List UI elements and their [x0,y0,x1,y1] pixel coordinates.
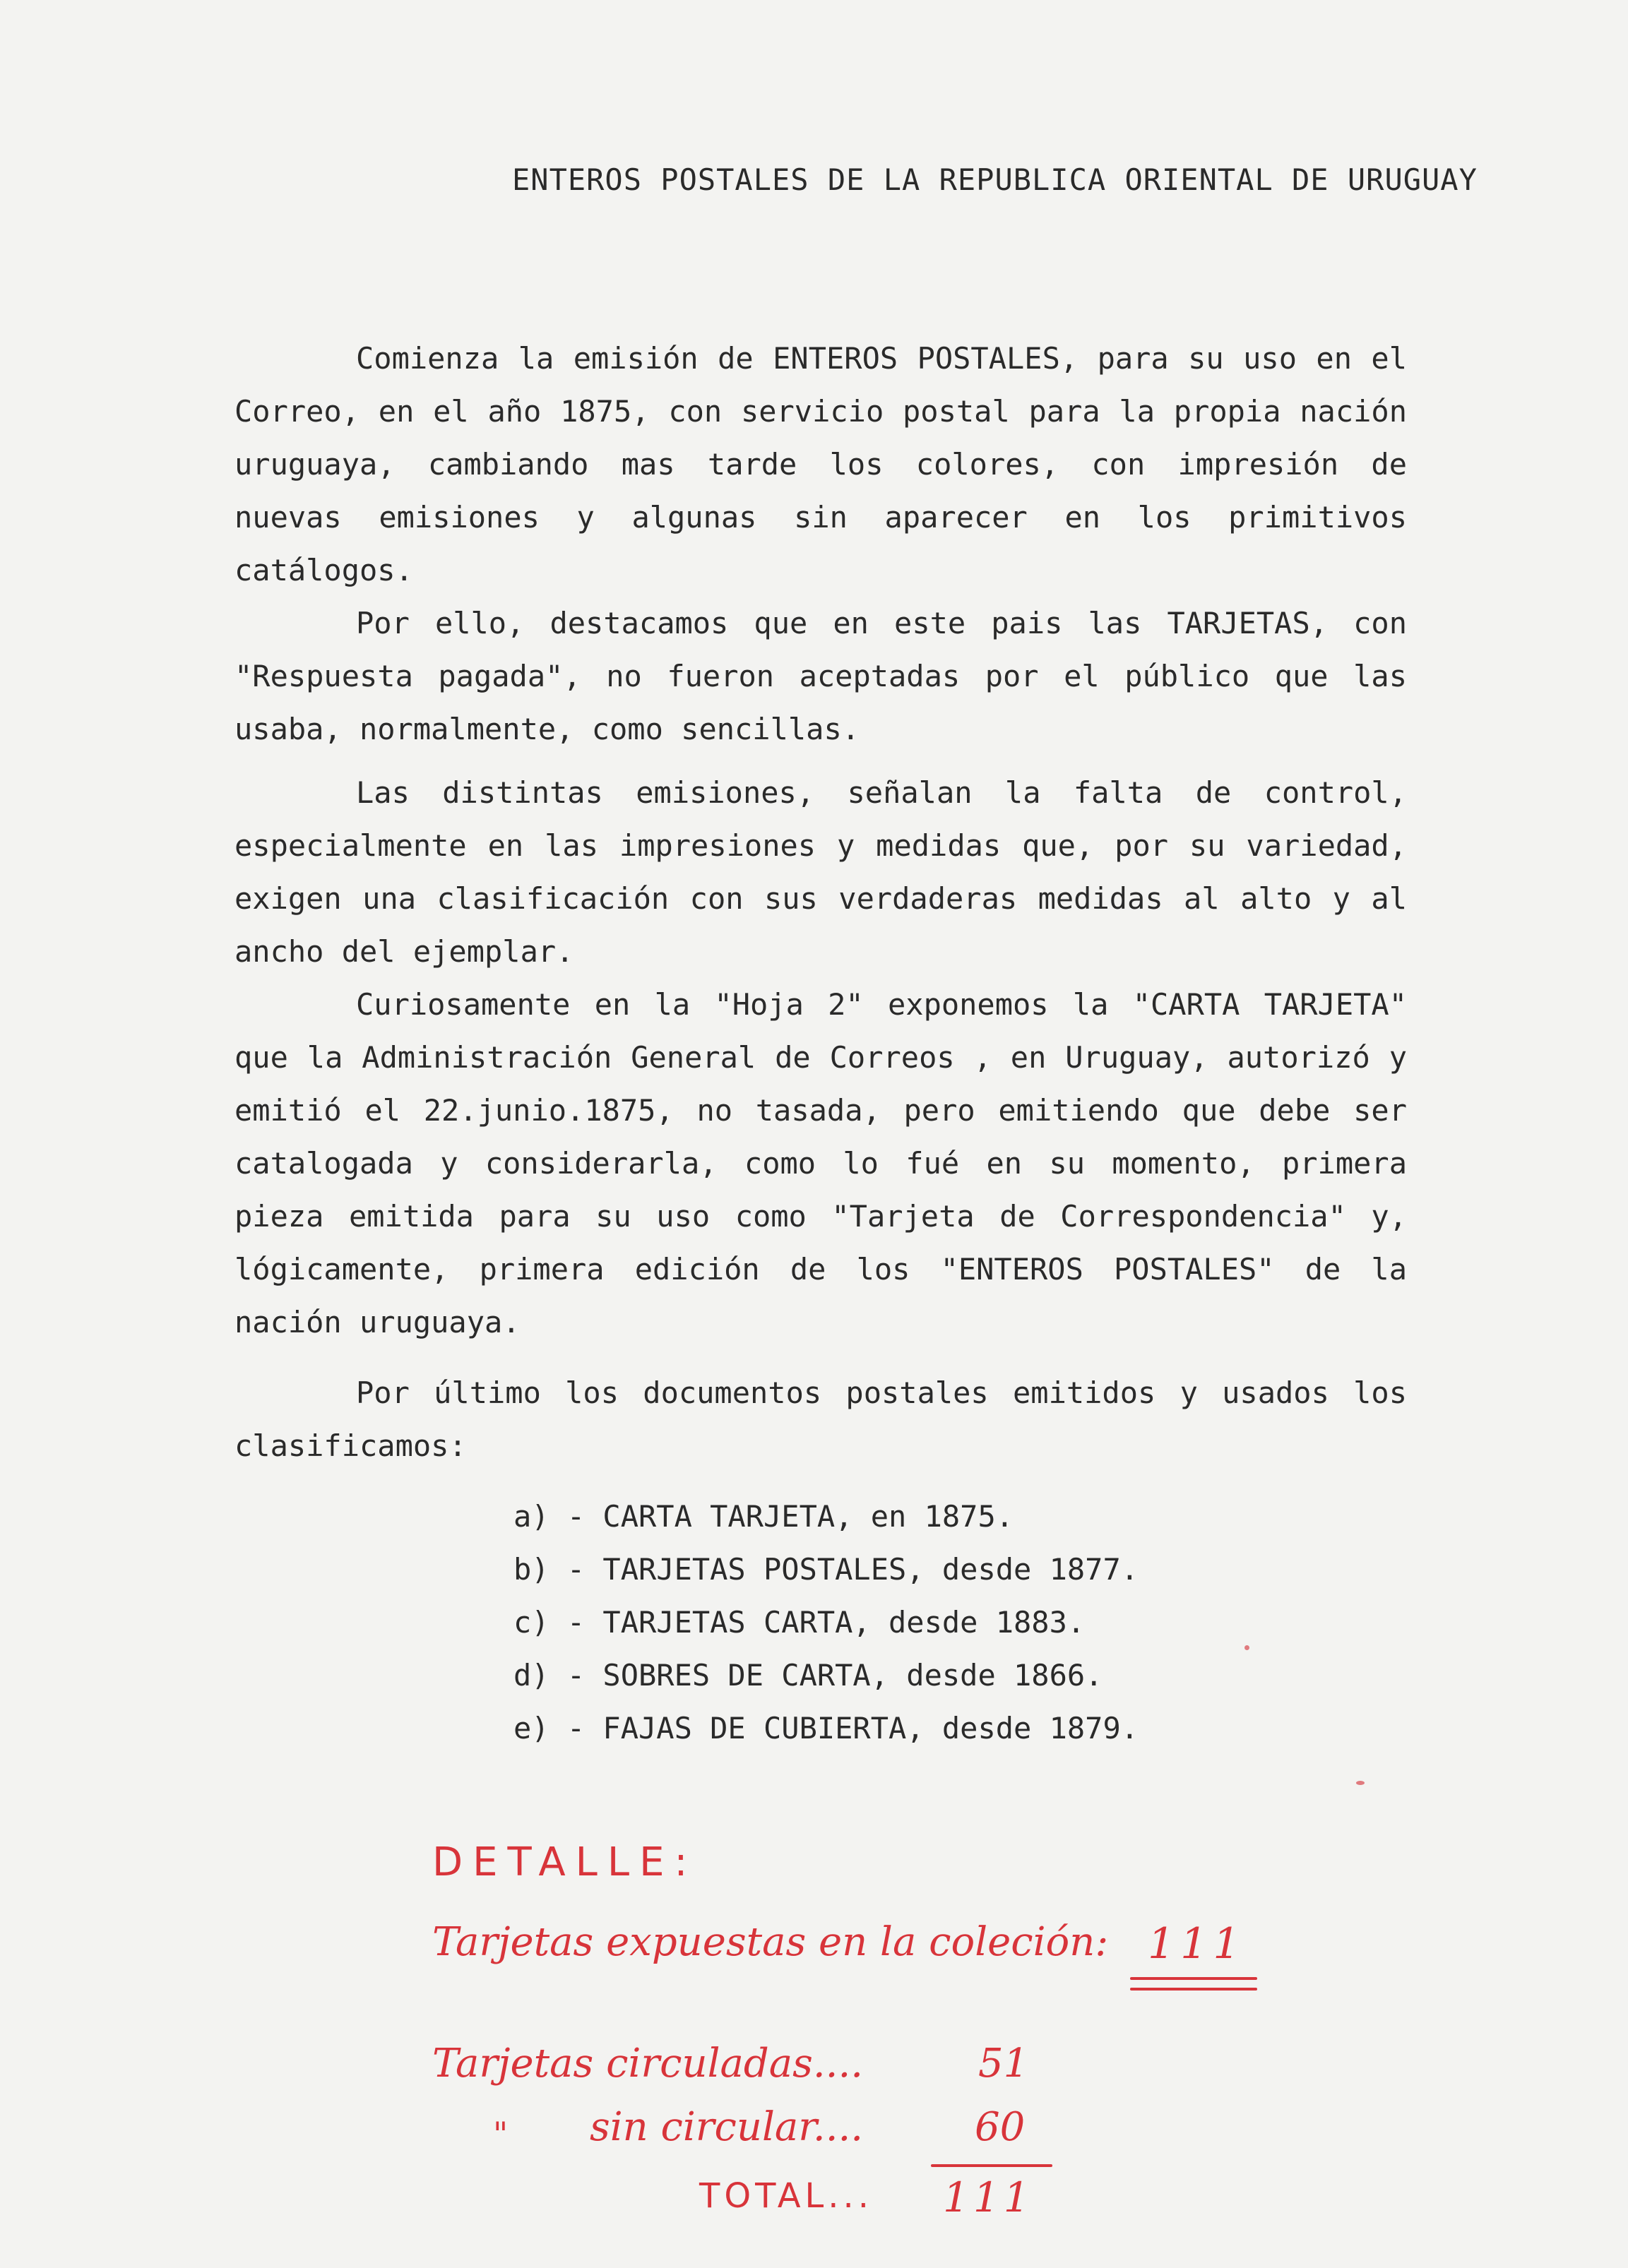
handwritten-total-value: 111 [943,2173,1034,2221]
double-underline-bottom [1130,1988,1257,1991]
handwritten-ditto-mark: " [493,2115,509,2153]
list-item: a) - CARTA TARJETA, en 1875. [513,1499,1014,1534]
list-item: c) - TARJETAS CARTA, desde 1883. [513,1605,1086,1640]
handwritten-circuladas-label: Tarjetas circuladas.... [432,2041,864,2087]
handwritten-sin-circular-value: 60 [975,2104,1026,2150]
list-item: b) - TARJETAS POSTALES, desde 1877. [513,1552,1139,1587]
paragraph-2: Por ello, destacamos que en este pais las TARJETAS, con "Respuesta pagada", no fueron aceptadas por el público que las usaba, normalmente, como sencillas. [234,606,1407,746]
handwritten-sin-circular-label: sin circular.... [590,2104,864,2150]
document-title: ENTEROS POSTALES DE LA REPUBLICA ORIENTAL DE URUGUAY [512,162,1478,197]
handwritten-expuestas-value: 111 [1148,1919,1246,1969]
paragraph-1: Comienza la emisión de ENTEROS POSTALES, para su uso en el Correo, en el año 1875, con servicio postal para la propia nación uruguaya, cambiando mas tarde los colores, con impresión de nuevas emisiones y algunas sin aparecer en los primitivos catálogos. [234,341,1407,587]
list-item: d) - SOBRES DE CARTA, desde 1866. [513,1658,1103,1693]
paragraph-5: Por último los documentos postales emitidos y usados los clasificamos: [234,1375,1407,1463]
classification-list [513,1490,1139,1755]
handwritten-total-label: TOTAL... [699,2176,874,2216]
double-underline-top [1130,1977,1257,1980]
handwritten-circuladas-value: 51 [978,2041,1029,2087]
paragraph-4: Curiosamente en la "Hoja 2" exponemos la "CARTA TARJETA" que la Administración General de Correos , en Uruguay, autorizó y emitió el 22.junio.1875, no tasada, pero emitiendo que debe ser catalogada y considerarla, como lo fué en su momento, primera pieza emitida para su uso como "Tarjeta de Correspondencia" y, lógicamente, primera edición de los "ENTEROS POSTALES" de la nación uruguaya. [234,987,1407,1339]
ink-speck [1356,1781,1365,1785]
list-item: e) - FAJAS DE CUBIERTA, desde 1879. [513,1711,1139,1745]
paragraph-3: Las distintas emisiones, señalan la falta de control, especialmente en las impresiones y medidas que, por su variedad, exigen una clasificación con sus verdaderas medidas al alto y al ancho del ejemplar. [234,775,1407,969]
handwritten-expuestas-label: Tarjetas expuestas en la coleción: [432,1919,1109,1965]
ink-speck [1244,1645,1249,1650]
handwritten-heading: DETALLE: [432,1839,698,1885]
sum-underline [931,2164,1052,2167]
